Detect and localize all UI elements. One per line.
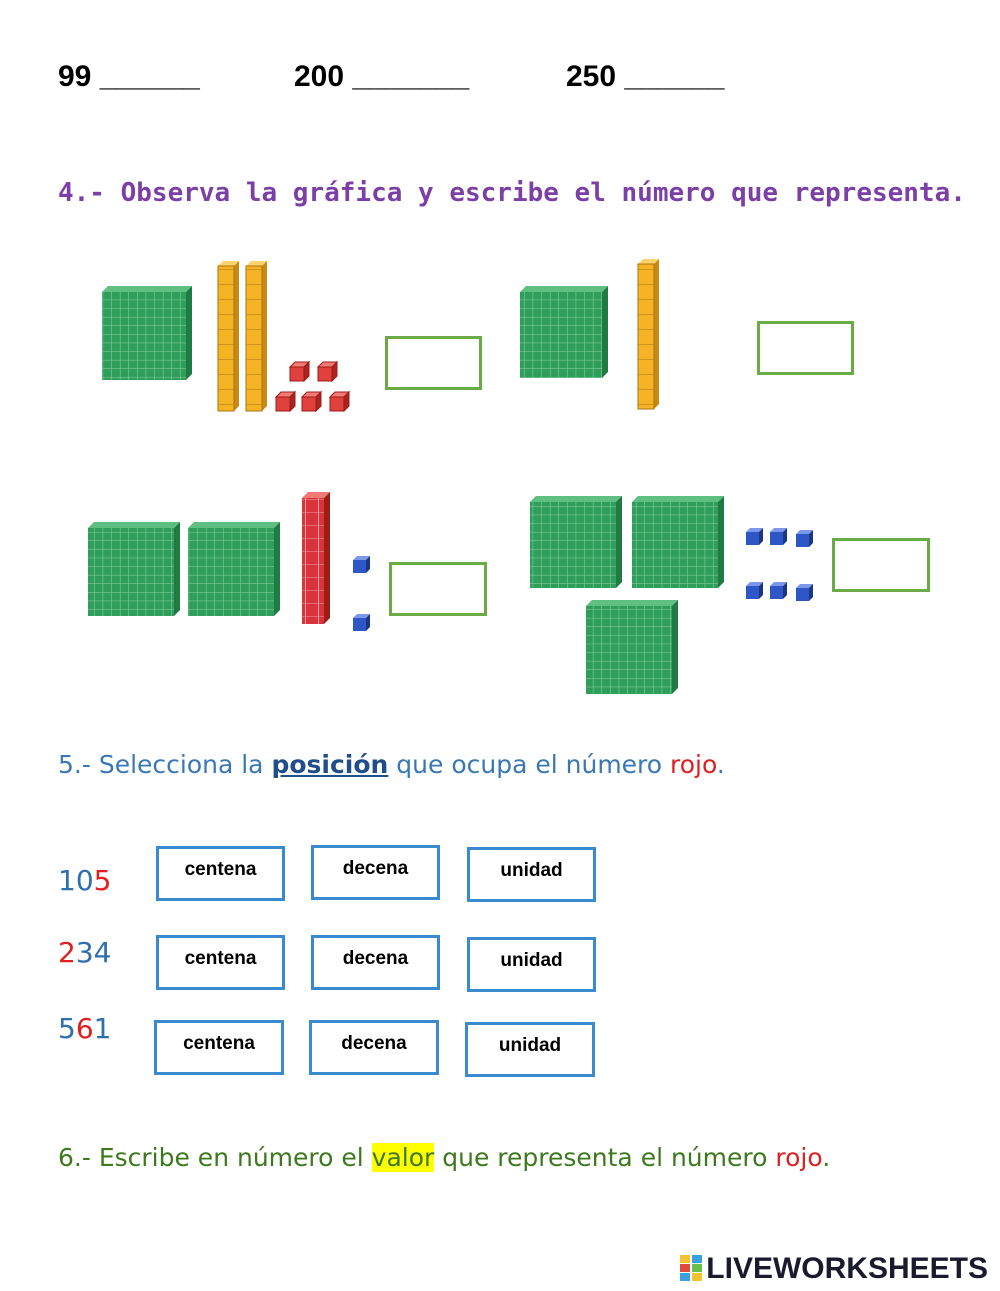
base-ten-blocks-figure [0, 240, 1000, 710]
answer-box-4[interactable] [832, 538, 930, 592]
number-99-blank: 99 ______ [58, 60, 200, 93]
hundred-block [88, 522, 180, 616]
section6-highlight: valor [371, 1143, 435, 1172]
digit-plain: 34 [75, 936, 112, 969]
ten-rod [302, 492, 330, 624]
digit-plain: 5 [58, 1012, 76, 1045]
section5-prefix: 5.- Selecciona la [58, 750, 272, 779]
digit-plain: 10 [58, 864, 94, 897]
option-centena-row3[interactable]: centena [154, 1020, 284, 1075]
option-centena-row1[interactable]: centena [156, 846, 285, 901]
unit-cube [796, 584, 813, 601]
ten-rod [246, 261, 267, 411]
digit-red: 2 [58, 936, 76, 969]
option-unidad-row2[interactable]: unidad [467, 937, 596, 992]
group2-blocks [520, 259, 659, 409]
section6-red-word: rojo [775, 1143, 823, 1172]
option-unidad-row1[interactable]: unidad [467, 847, 596, 902]
section5-suffix: . [716, 750, 725, 779]
unit-cube [746, 528, 763, 545]
section5-title [58, 750, 725, 779]
hundred-block [520, 286, 608, 378]
option-centena-row2[interactable]: centena [156, 935, 285, 990]
section5-middle: que ocupa el número [388, 750, 671, 779]
group3-blocks [88, 492, 370, 631]
option-decena-row2[interactable]: decena [311, 935, 440, 990]
number-200-blank: 200 _______ [294, 60, 470, 93]
option-decena-row3[interactable]: decena [309, 1020, 439, 1075]
unit-cube [746, 582, 763, 599]
hundred-block [102, 286, 192, 380]
number-250-blank: 250 ______ [566, 60, 725, 93]
digit-plain: 1 [93, 1012, 112, 1045]
answer-box-3[interactable] [389, 562, 487, 616]
option-unidad-row3[interactable]: unidad [465, 1022, 595, 1077]
unit-cube [318, 362, 337, 381]
logo-mark-icon [680, 1255, 702, 1281]
hundred-block [188, 522, 280, 616]
hundred-block [586, 600, 678, 694]
unit-cube [796, 530, 813, 547]
unit-cube [353, 614, 370, 631]
number-234 [58, 936, 111, 969]
section4-title: 4.- Observa la gráfica y escribe el número que representa. [58, 178, 966, 208]
unit-cube [276, 392, 295, 411]
answer-box-1[interactable] [385, 336, 482, 390]
liveworksheets-logo [680, 1252, 988, 1286]
unit-cube [353, 556, 370, 573]
section5-red-word: rojo [670, 750, 717, 779]
unit-cube [770, 528, 787, 545]
unit-cube [302, 392, 321, 411]
group4-blocks [530, 496, 813, 694]
number-105 [58, 864, 111, 897]
logo-text: LIVEWORKSHEETS [706, 1252, 988, 1285]
number-561 [58, 1012, 111, 1045]
section6-suffix: . [822, 1143, 831, 1172]
unit-cube [290, 362, 309, 381]
hundred-block [530, 496, 622, 588]
section6-title [58, 1143, 830, 1172]
section5-keyword: posición [271, 750, 389, 779]
option-decena-row1[interactable]: decena [311, 845, 440, 900]
answer-box-2[interactable] [757, 321, 854, 375]
group1-blocks [102, 261, 349, 411]
unit-cube [330, 392, 349, 411]
hundred-block [632, 496, 724, 588]
digit-red: 6 [75, 1012, 94, 1045]
section6-middle: que representa el número [434, 1143, 776, 1172]
unit-cube [770, 582, 787, 599]
ten-rod [218, 261, 239, 411]
section6-prefix: 6.- Escribe en número el [58, 1143, 372, 1172]
ten-rod [638, 259, 659, 409]
digit-red: 5 [93, 864, 112, 897]
